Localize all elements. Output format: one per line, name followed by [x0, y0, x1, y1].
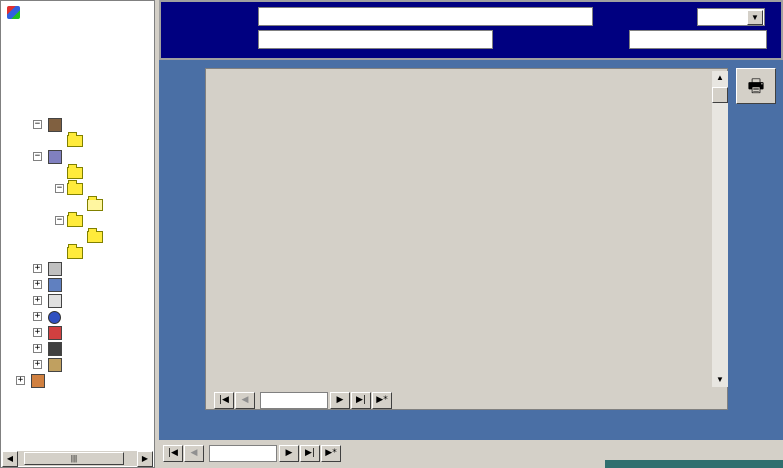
tree-item-rotinas[interactable] — [34, 149, 65, 165]
tree-item-beneficios[interactable] — [34, 357, 65, 373]
print-button[interactable] — [736, 68, 776, 104]
tree-item-tabelas[interactable] — [34, 277, 65, 293]
tree-item-admissao[interactable] — [56, 181, 86, 197]
new-record-button[interactable]: ▶* — [321, 445, 341, 462]
grid-icon — [48, 262, 62, 276]
prev-record-button[interactable]: ◀ — [184, 445, 204, 462]
first-record-button[interactable]: |◀ — [163, 445, 183, 462]
variables-subform — [205, 68, 728, 410]
routines-icon — [48, 150, 62, 164]
tree-item-ferramentas[interactable] — [34, 325, 65, 341]
collapse-icon[interactable]: − — [56, 183, 63, 193]
expand-icon[interactable]: + — [17, 375, 24, 385]
chevron-down-icon[interactable]: ▼ — [747, 10, 763, 25]
folder-icon — [67, 183, 83, 195]
expand-icon[interactable]: + — [34, 327, 41, 337]
folder-icon — [67, 247, 83, 259]
tree-root[interactable] — [7, 4, 23, 20]
tree-item-contratos[interactable] — [87, 197, 106, 213]
first-record-button[interactable]: |◀ — [214, 392, 234, 409]
tree-item-ferramentas-root[interactable] — [17, 373, 48, 389]
last-record-button[interactable]: ▶| — [300, 445, 320, 462]
subform-record-navigator — [210, 390, 405, 410]
scroll-down-icon[interactable]: ▼ — [716, 375, 724, 384]
tree-item-ferias-sub[interactable] — [87, 229, 106, 245]
scroll-up-icon[interactable]: ▲ — [716, 73, 724, 82]
tree-item-ferias[interactable] — [56, 213, 86, 229]
arquivo-input[interactable] — [258, 30, 493, 49]
tree-item-funcionarios[interactable] — [34, 117, 65, 133]
people-icon — [48, 118, 62, 132]
expand-icon[interactable]: + — [34, 279, 41, 289]
tree-item-interfaces[interactable] — [34, 309, 64, 325]
tools-icon — [31, 374, 45, 388]
folder-icon — [87, 231, 103, 243]
tools-icon — [48, 326, 62, 340]
table-icon — [48, 278, 62, 292]
tabela-input[interactable] — [629, 30, 767, 49]
status-strip — [605, 460, 783, 468]
tree-item-relatorio[interactable] — [34, 341, 65, 357]
folder-icon — [67, 167, 83, 179]
grid-vertical-scrollbar[interactable] — [712, 71, 728, 387]
next-record-button[interactable]: ▶ — [279, 445, 299, 462]
relatorio-input[interactable] — [258, 7, 593, 26]
new-record-button[interactable]: ▶* — [372, 392, 392, 409]
tree-horizontal-scrollbar[interactable] — [2, 450, 153, 466]
main-record-navigator — [159, 443, 354, 463]
tree-item-cadastro[interactable] — [67, 165, 86, 181]
tree-item-lancamentos[interactable] — [34, 261, 65, 277]
scroll-thumb[interactable]: ||| — [24, 452, 124, 465]
prev-record-button[interactable]: ◀ — [235, 392, 255, 409]
collapse-icon[interactable]: − — [56, 215, 63, 225]
scroll-left-icon[interactable]: ◀ — [2, 451, 18, 467]
collapse-icon[interactable]: − — [34, 119, 41, 129]
record-number-input[interactable] — [260, 392, 328, 409]
collapse-icon[interactable]: − — [34, 151, 41, 161]
scroll-thumb[interactable] — [712, 87, 728, 103]
app-icon — [7, 6, 20, 19]
open-folder-icon — [87, 199, 103, 211]
last-record-button[interactable]: ▶| — [351, 392, 371, 409]
scroll-right-icon[interactable]: ▶ — [137, 451, 153, 467]
navigation-tree[interactable] — [0, 0, 155, 468]
printer-icon: 🖶 — [747, 76, 765, 96]
next-record-button[interactable]: ▶ — [330, 392, 350, 409]
expand-icon[interactable]: + — [34, 343, 41, 353]
folder-icon — [67, 215, 83, 227]
tree-item-calculos[interactable] — [67, 245, 86, 261]
interface-icon — [48, 311, 61, 324]
expand-icon[interactable]: + — [34, 295, 41, 305]
tree-item-formulas[interactable] — [34, 293, 65, 309]
folder-icon — [67, 135, 83, 147]
report-icon — [48, 342, 62, 356]
expand-icon[interactable]: + — [34, 359, 41, 369]
tree-item-cadastro[interactable] — [67, 133, 86, 149]
expand-icon[interactable]: + — [34, 311, 41, 321]
expand-icon[interactable]: + — [34, 263, 41, 273]
formula-icon — [48, 294, 62, 308]
benefits-icon — [48, 358, 62, 372]
report-header — [159, 0, 783, 60]
record-number-input[interactable] — [209, 445, 277, 462]
